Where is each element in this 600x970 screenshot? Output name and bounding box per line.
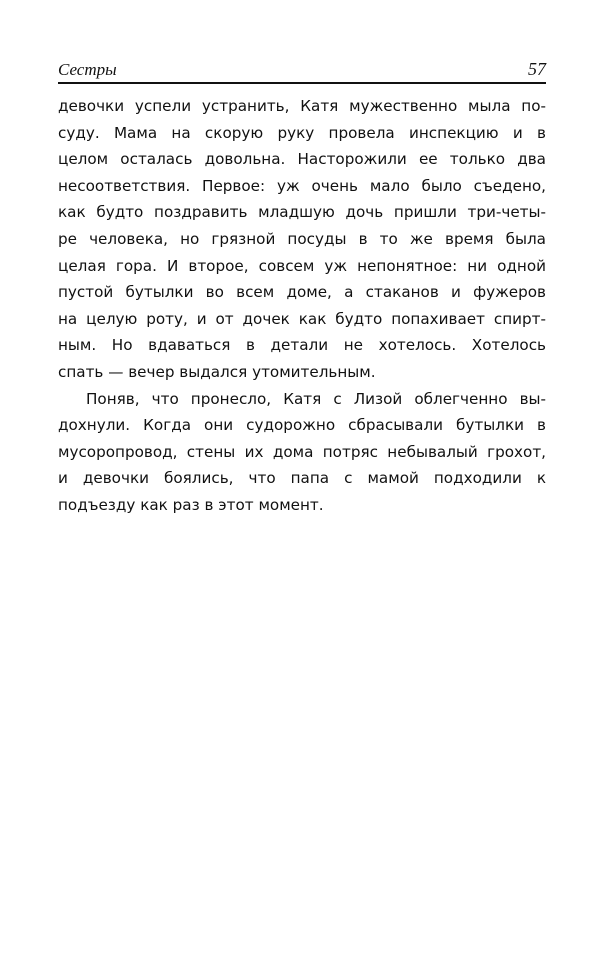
page-number: 57 bbox=[528, 59, 546, 79]
text-line: Поняв, что пронесло, Катя с Лизой облегченно вы- bbox=[86, 389, 546, 408]
text-line: целая гора. И второе, совсем уж непонятное: ни одной bbox=[58, 256, 546, 275]
text-line: и девочки боялись, что папа с мамой подходили к bbox=[58, 469, 546, 488]
text-line: девочки успели устранить, Катя мужественно мыла по- bbox=[58, 97, 546, 115]
text-line: мусоропровод, стены их дома потряс небывалый грохот, bbox=[58, 442, 546, 461]
text-line: на целую роту, и от дочек как будто попахивает спирт- bbox=[58, 309, 546, 328]
text-line: как будто поздравить младшую дочь пришли три-четы- bbox=[58, 203, 546, 222]
text-line: ре человека, но грязной посуды в то же время была bbox=[58, 229, 546, 248]
text-line: пустой бутылки во всем доме, а стаканов и фужеров bbox=[58, 283, 546, 302]
paragraph-2 bbox=[58, 386, 546, 519]
text-line: суду. Мама на скорую руку провела инспекцию и в bbox=[58, 123, 546, 142]
text-line: целом осталась довольна. Насторожили ее только два bbox=[58, 150, 546, 169]
text-line: подъезду как раз в этот момент. bbox=[58, 495, 324, 514]
text-line: несоответствия. Первое: уж очень мало было съедено, bbox=[58, 176, 546, 195]
text-line: спать — вечер выдался утомительным. bbox=[58, 362, 376, 381]
paragraph-1 bbox=[58, 93, 546, 386]
text-line: ным. Но вдаваться в детали не хотелось. Хотелось bbox=[58, 336, 546, 355]
page-header bbox=[58, 58, 546, 84]
text-line: дохнули. Когда они судорожно сбрасывали бутылки в bbox=[58, 416, 546, 435]
running-title: Сестры bbox=[58, 60, 117, 79]
body-text bbox=[58, 93, 546, 519]
